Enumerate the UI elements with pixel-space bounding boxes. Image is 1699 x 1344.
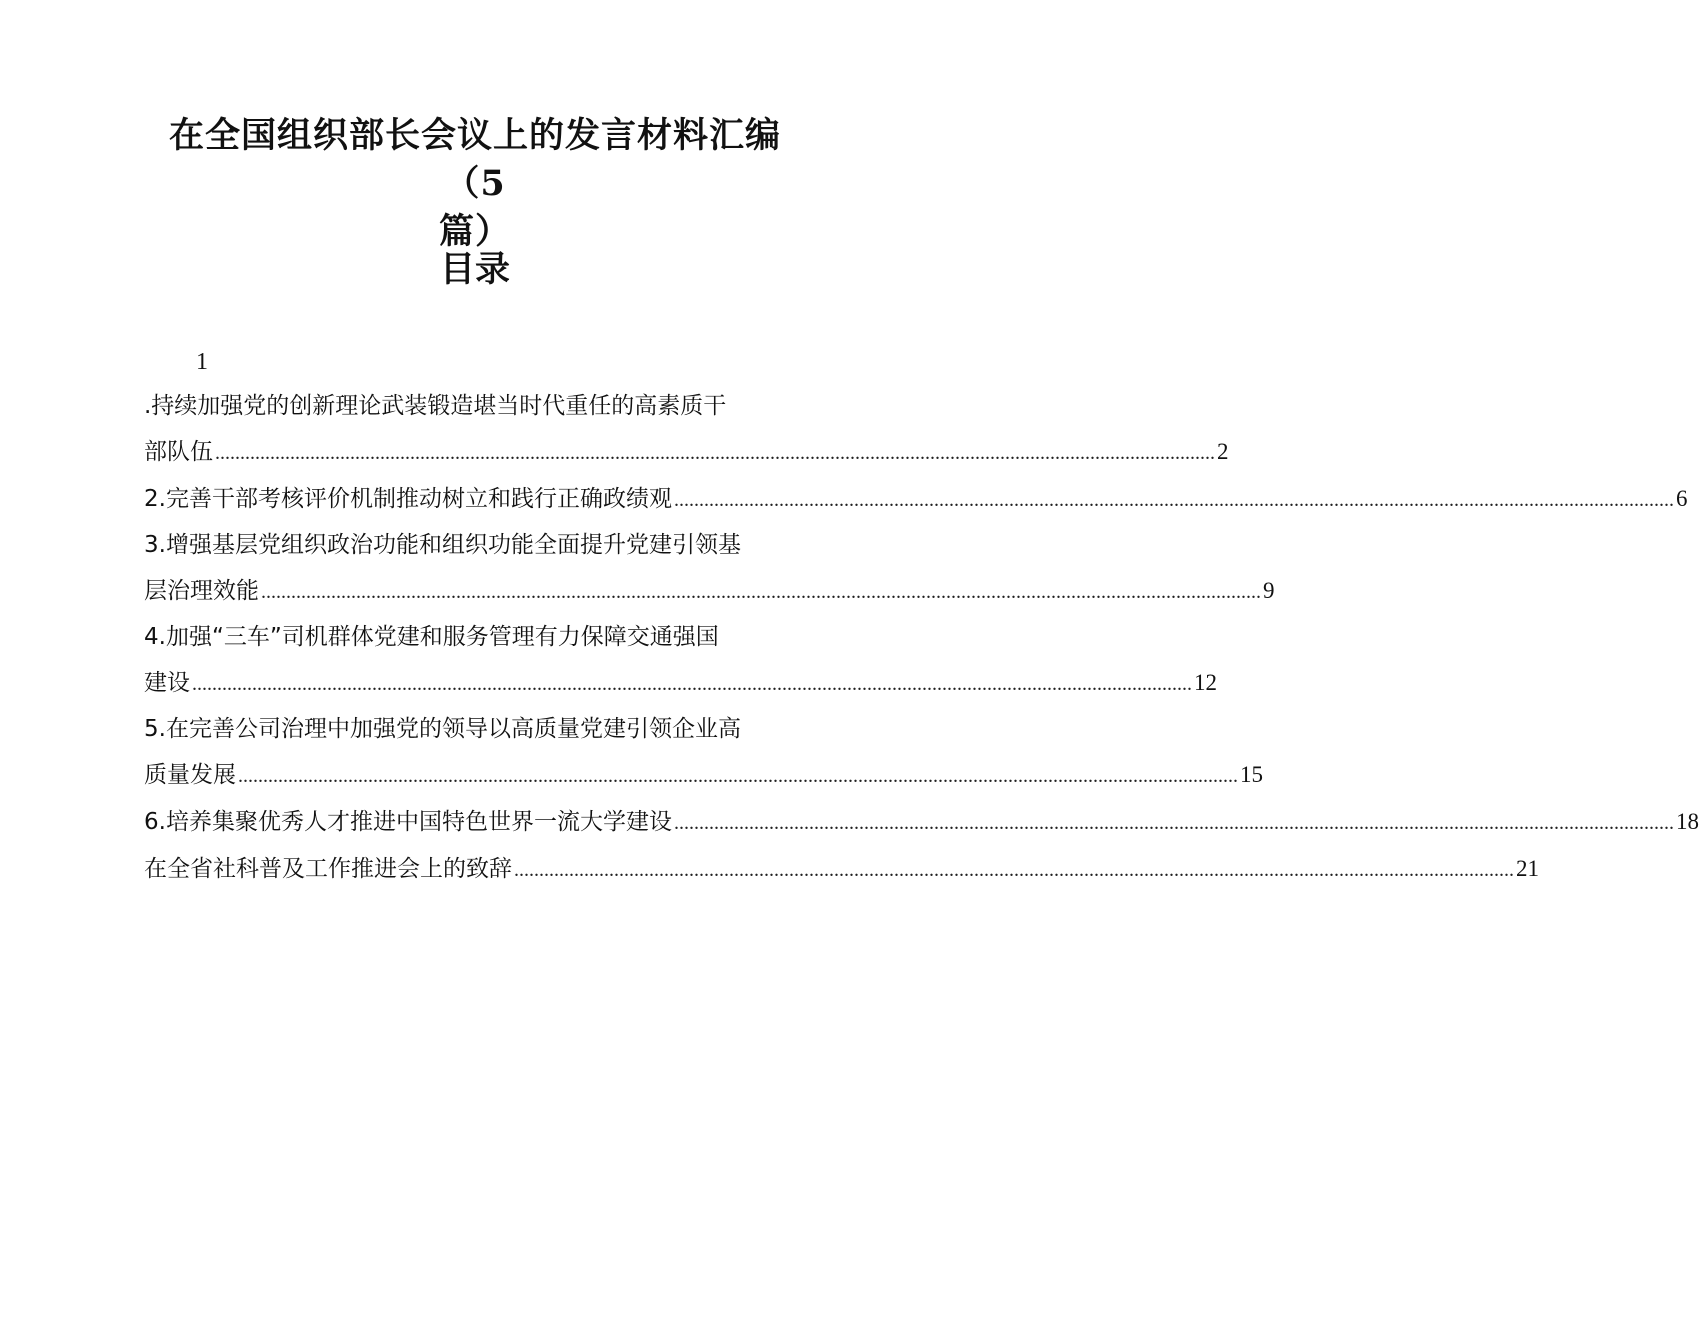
toc-page-number: 15 xyxy=(1240,762,1263,787)
toc-entry-5-line-2[interactable] xyxy=(144,752,1263,799)
toc-entry-2[interactable] xyxy=(144,476,1688,523)
toc-entry-4-line-1[interactable] xyxy=(144,615,806,660)
toc-entry-5-line-1[interactable] xyxy=(144,707,806,752)
toc-page-number: 21 xyxy=(1516,856,1539,881)
toc-entry-text: 2.完善干部考核评价机制推动树立和践行正确政绩观 xyxy=(144,486,672,512)
dot-leader: ........................................................................................................................................................................................................ xyxy=(215,442,1215,464)
toc-entry-text: 层治理效能 xyxy=(144,578,259,604)
dot-leader: ........................................................................................................................................................................................................ xyxy=(192,673,1192,695)
dot-leader: ........................................................................................................................................................................................................ xyxy=(261,581,1261,603)
toc-entry-text: 建设 xyxy=(144,670,190,696)
toc-entry-text: 5.在完善公司治理中加强党的领导以高质量党建引领企业高 xyxy=(144,716,741,742)
toc-entry-text: 在全省社科普及工作推进会上的致辞 xyxy=(144,856,512,882)
toc-entry-text: 4.加强“三车”司机群体党建和服务管理有力保障交通强国 xyxy=(144,624,719,650)
toc-entry-6[interactable] xyxy=(144,799,1699,846)
toc-entry-3-line-1[interactable] xyxy=(144,523,806,568)
toc-entry-text: 质量发展 xyxy=(144,762,236,788)
toc-entry-text: 3.增强基层党组织政治功能和组织功能全面提升党建引领基 xyxy=(144,532,741,558)
toc-first-number: 1 xyxy=(196,349,208,375)
toc-page-number: 12 xyxy=(1194,670,1217,695)
toc-page-number: 2 xyxy=(1217,439,1229,464)
title-line-2: 篇） xyxy=(438,211,511,252)
toc-entry-1-line-2[interactable] xyxy=(144,429,1229,476)
toc-entry-4-line-2[interactable] xyxy=(144,660,1217,707)
document-title xyxy=(140,112,810,256)
toc-entry-7[interactable] xyxy=(144,846,1539,893)
toc-page-number: 6 xyxy=(1675,486,1688,511)
dot-leader: ........................................................................................................................................................................................................ xyxy=(238,765,1238,787)
toc-page-number: 9 xyxy=(1263,578,1275,603)
title-line-1: 在全国组织部长会议上的发言材料汇编（5 xyxy=(168,115,781,204)
toc-entry-1-line-1[interactable] xyxy=(144,384,806,429)
toc-entry-text: 6.培养集聚优秀人才推进中国特色世界一流大学建设 xyxy=(144,809,672,835)
toc-heading: 目录 xyxy=(439,249,510,290)
toc-entry-3-line-2[interactable] xyxy=(144,568,1275,615)
toc-entry-text: 部队伍 xyxy=(144,439,213,465)
table-of-contents xyxy=(144,340,1699,893)
dot-leader: ........................................................................................................................................................................................................ xyxy=(673,812,1674,834)
toc-entry-text: .持续加强党的创新理论武装锻造堪当时代重任的高素质干 xyxy=(144,393,727,419)
dot-leader: ........................................................................................................................................................................................................ xyxy=(514,859,1514,881)
toc-page-number: 18 xyxy=(1675,809,1699,834)
dot-leader: ........................................................................................................................................................................................................ xyxy=(673,489,1674,511)
